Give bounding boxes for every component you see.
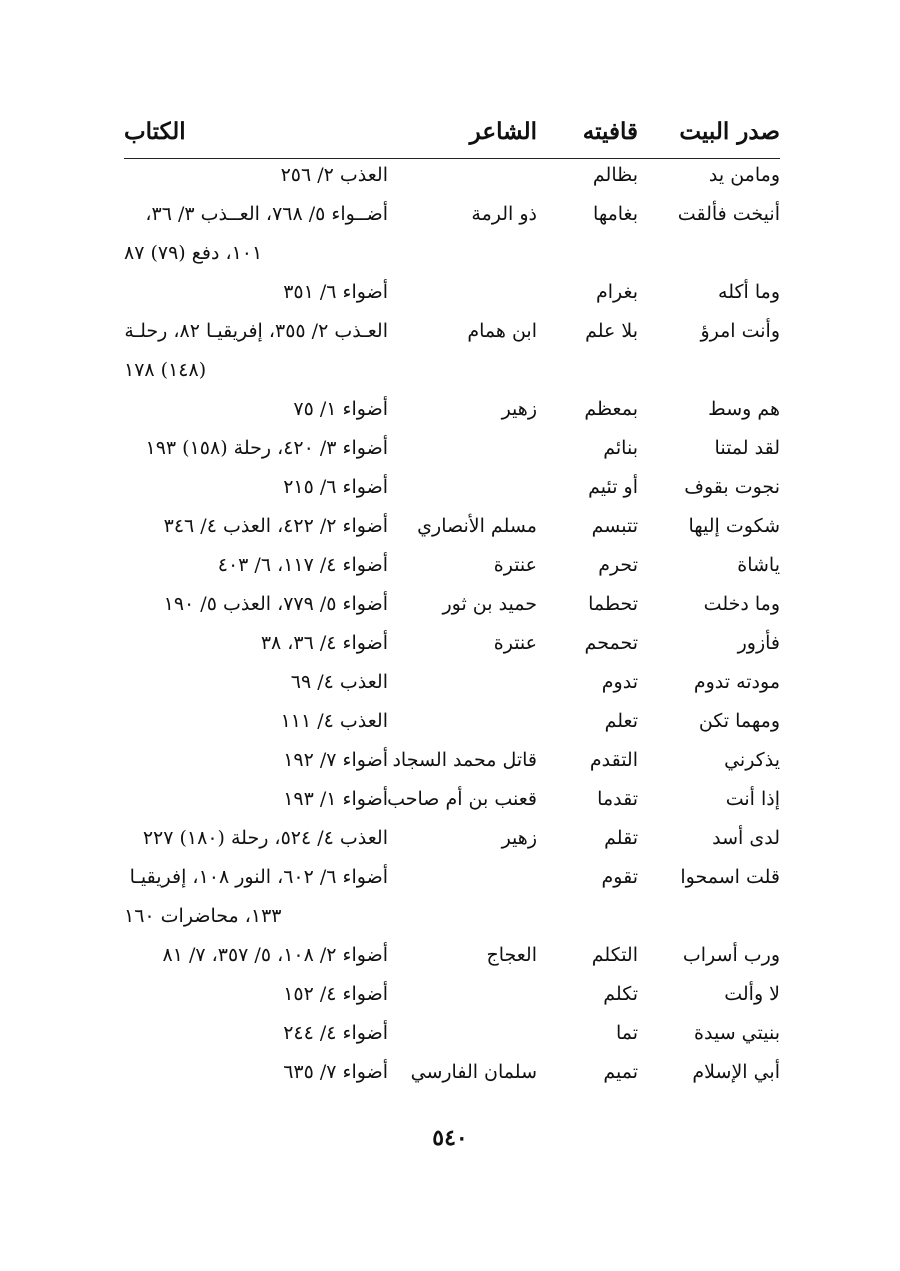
cell-book: العذب ٤/ ٥٢٤، رحلة (١٨٠) ٢٢٧ [142,827,388,849]
cell-poet: حميد بن ثور [442,593,537,615]
cell-verse: أبي الإسلام [692,1061,780,1083]
cell-book: أضواء ٧/ ٦٣٥ [283,1061,388,1083]
cell-rhyme: تميم [603,1061,638,1083]
table-row [124,782,780,821]
cell-book: أضواء ٣/ ٤٢٠، رحلة (١٥٨) ١٩٣ [145,437,388,459]
cell-poet: مسلم الأنصاري [417,515,537,537]
table-row [124,860,780,899]
table-row [124,704,780,743]
header-poet: الشاعر [469,118,537,145]
cell-verse: لا وألت [724,983,780,1005]
cell-verse: بنيتي سيدة [694,1022,780,1044]
table-row [124,1055,780,1094]
table-row [124,899,780,938]
table-row [124,353,780,392]
cell-book: أضواء ٤/ ١١٧، ٦/ ٤٠٣ [217,554,388,576]
cell-verse: وما دخلت [703,593,780,615]
table-row [124,1016,780,1055]
table-header [124,114,780,159]
cell-book: العذب ٢/ ٢٥٦ [280,164,388,186]
cell-rhyme: التكلم [591,944,638,966]
cell-verse: ورب أسراب [682,944,780,966]
table-row [124,743,780,782]
cell-rhyme: تقلم [604,827,638,849]
cell-verse: إذا أنت [725,788,780,810]
table-row [124,821,780,860]
table-row [124,431,780,470]
cell-poet: زهير [501,827,537,849]
table-row [124,197,780,236]
cell-book: أضواء ٦/ ٢١٥ [283,476,388,498]
cell-rhyme: بلا علم [585,320,638,342]
cell-book: أضواء ٦/ ٦٠٢، النور ١٠٨، إفريقيـا [129,866,388,888]
cell-book: أضواء ٢/ ١٠٨، ٥/ ٣٥٧، ٧/ ٨١ [162,944,388,966]
table-row [124,548,780,587]
cell-book: أضواء ١/ ١٩٣ [283,788,388,810]
cell-rhyme: تحطما [588,593,638,615]
cell-book: ١٣٣، محاضرات ١٦٠ [124,905,282,927]
cell-rhyme: التقدم [589,749,638,771]
cell-rhyme: تحرم [598,554,638,576]
cell-book: أضواء ٤/ ٣٦، ٣٨ [260,632,388,654]
cell-rhyme: أو تئيم [588,476,638,498]
cell-book: أضواء ٦/ ٣٥١ [283,281,388,303]
cell-verse: فأزور [737,632,780,654]
cell-book: أضــواء ٥/ ٧٦٨، العــذب ٣/ ٣٦، [145,203,388,225]
table-row [124,665,780,704]
cell-rhyme: بنائم [603,437,638,459]
table-row [124,314,780,353]
cell-book: أضواء ٢/ ٤٢٢، العذب ٤/ ٣٤٦ [163,515,388,537]
cell-rhyme: تعلم [604,710,638,732]
cell-verse: أنيخت فألقت [677,203,780,225]
cell-rhyme: تحمحم [584,632,638,654]
cell-poet: قاتل محمد السجاد [392,749,537,771]
cell-rhyme: بمعظم [584,398,638,420]
cell-rhyme: تدوم [601,671,638,693]
table-body [124,158,780,1094]
cell-book: العذب ٤/ ٦٩ [290,671,388,693]
table-row [124,236,780,275]
cell-verse: لدى أسد [712,827,780,849]
cell-verse: هم وسط [708,398,780,420]
cell-poet: قعنب بن أم صاحب [387,788,537,810]
header-verse: صدر البيت [679,118,780,145]
cell-verse: قلت اسمحوا [680,866,780,888]
cell-poet: العجاج [486,944,537,966]
cell-verse: وما أكله [718,281,780,303]
cell-poet: ابن همام [467,320,537,342]
cell-rhyme: تقدما [597,788,638,810]
cell-verse: لقد لمتنا [714,437,780,459]
cell-poet: عنترة [493,554,537,576]
cell-poet: زهير [501,398,537,420]
cell-verse: وأنت امرؤ [700,320,780,342]
cell-book: أضواء ٤/ ٢٤٤ [283,1022,388,1044]
cell-rhyme: تقوم [601,866,638,888]
cell-book: أضواء ٧/ ١٩٢ [283,749,388,771]
cell-verse: ياشاة [737,554,780,576]
page-number: ٥٤٠ [432,1125,468,1151]
table-row [124,392,780,431]
cell-rhyme: تتبسم [591,515,638,537]
cell-book: أضواء ١/ ٧٥ [293,398,388,420]
cell-book: أضواء ٤/ ١٥٢ [283,983,388,1005]
table-row [124,977,780,1016]
cell-poet: عنترة [493,632,537,654]
cell-verse: نجوت بقوف [684,476,780,498]
table-row [124,509,780,548]
cell-book: العـذب ٢/ ٣٥٥، إفريقيـا ٨٢، رحلـة [124,320,388,342]
table-row [124,587,780,626]
cell-poet: ذو الرمة [471,203,537,225]
cell-book: ١٠١، دفع (٧٩) ٨٧ [124,242,263,264]
cell-verse: يذكرني [724,749,780,771]
cell-verse: مودته تدوم [693,671,780,693]
table-row [124,158,780,197]
header-book: الكتاب [124,118,186,145]
cell-rhyme: تكلم [603,983,638,1005]
cell-verse: ومهما تكن [698,710,780,732]
cell-rhyme: بظالم [592,164,638,186]
table-row [124,275,780,314]
cell-poet: سلمان الفارسي [410,1061,537,1083]
table-row [124,626,780,665]
cell-verse: شكوت إليها [688,515,780,537]
table-row [124,938,780,977]
header-rhyme: قافيته [582,118,638,145]
cell-rhyme: بغامها [593,203,638,225]
cell-book: (١٤٨) ١٧٨ [124,359,207,381]
cell-book: أضواء ٥/ ٧٧٩، العذب ٥/ ١٩٠ [163,593,388,615]
cell-verse: ومامن يد [708,164,780,186]
table-row [124,470,780,509]
cell-rhyme: بغرام [596,281,638,303]
cell-book: العذب ٤/ ١١١ [280,710,388,732]
cell-rhyme: تما [615,1022,638,1044]
